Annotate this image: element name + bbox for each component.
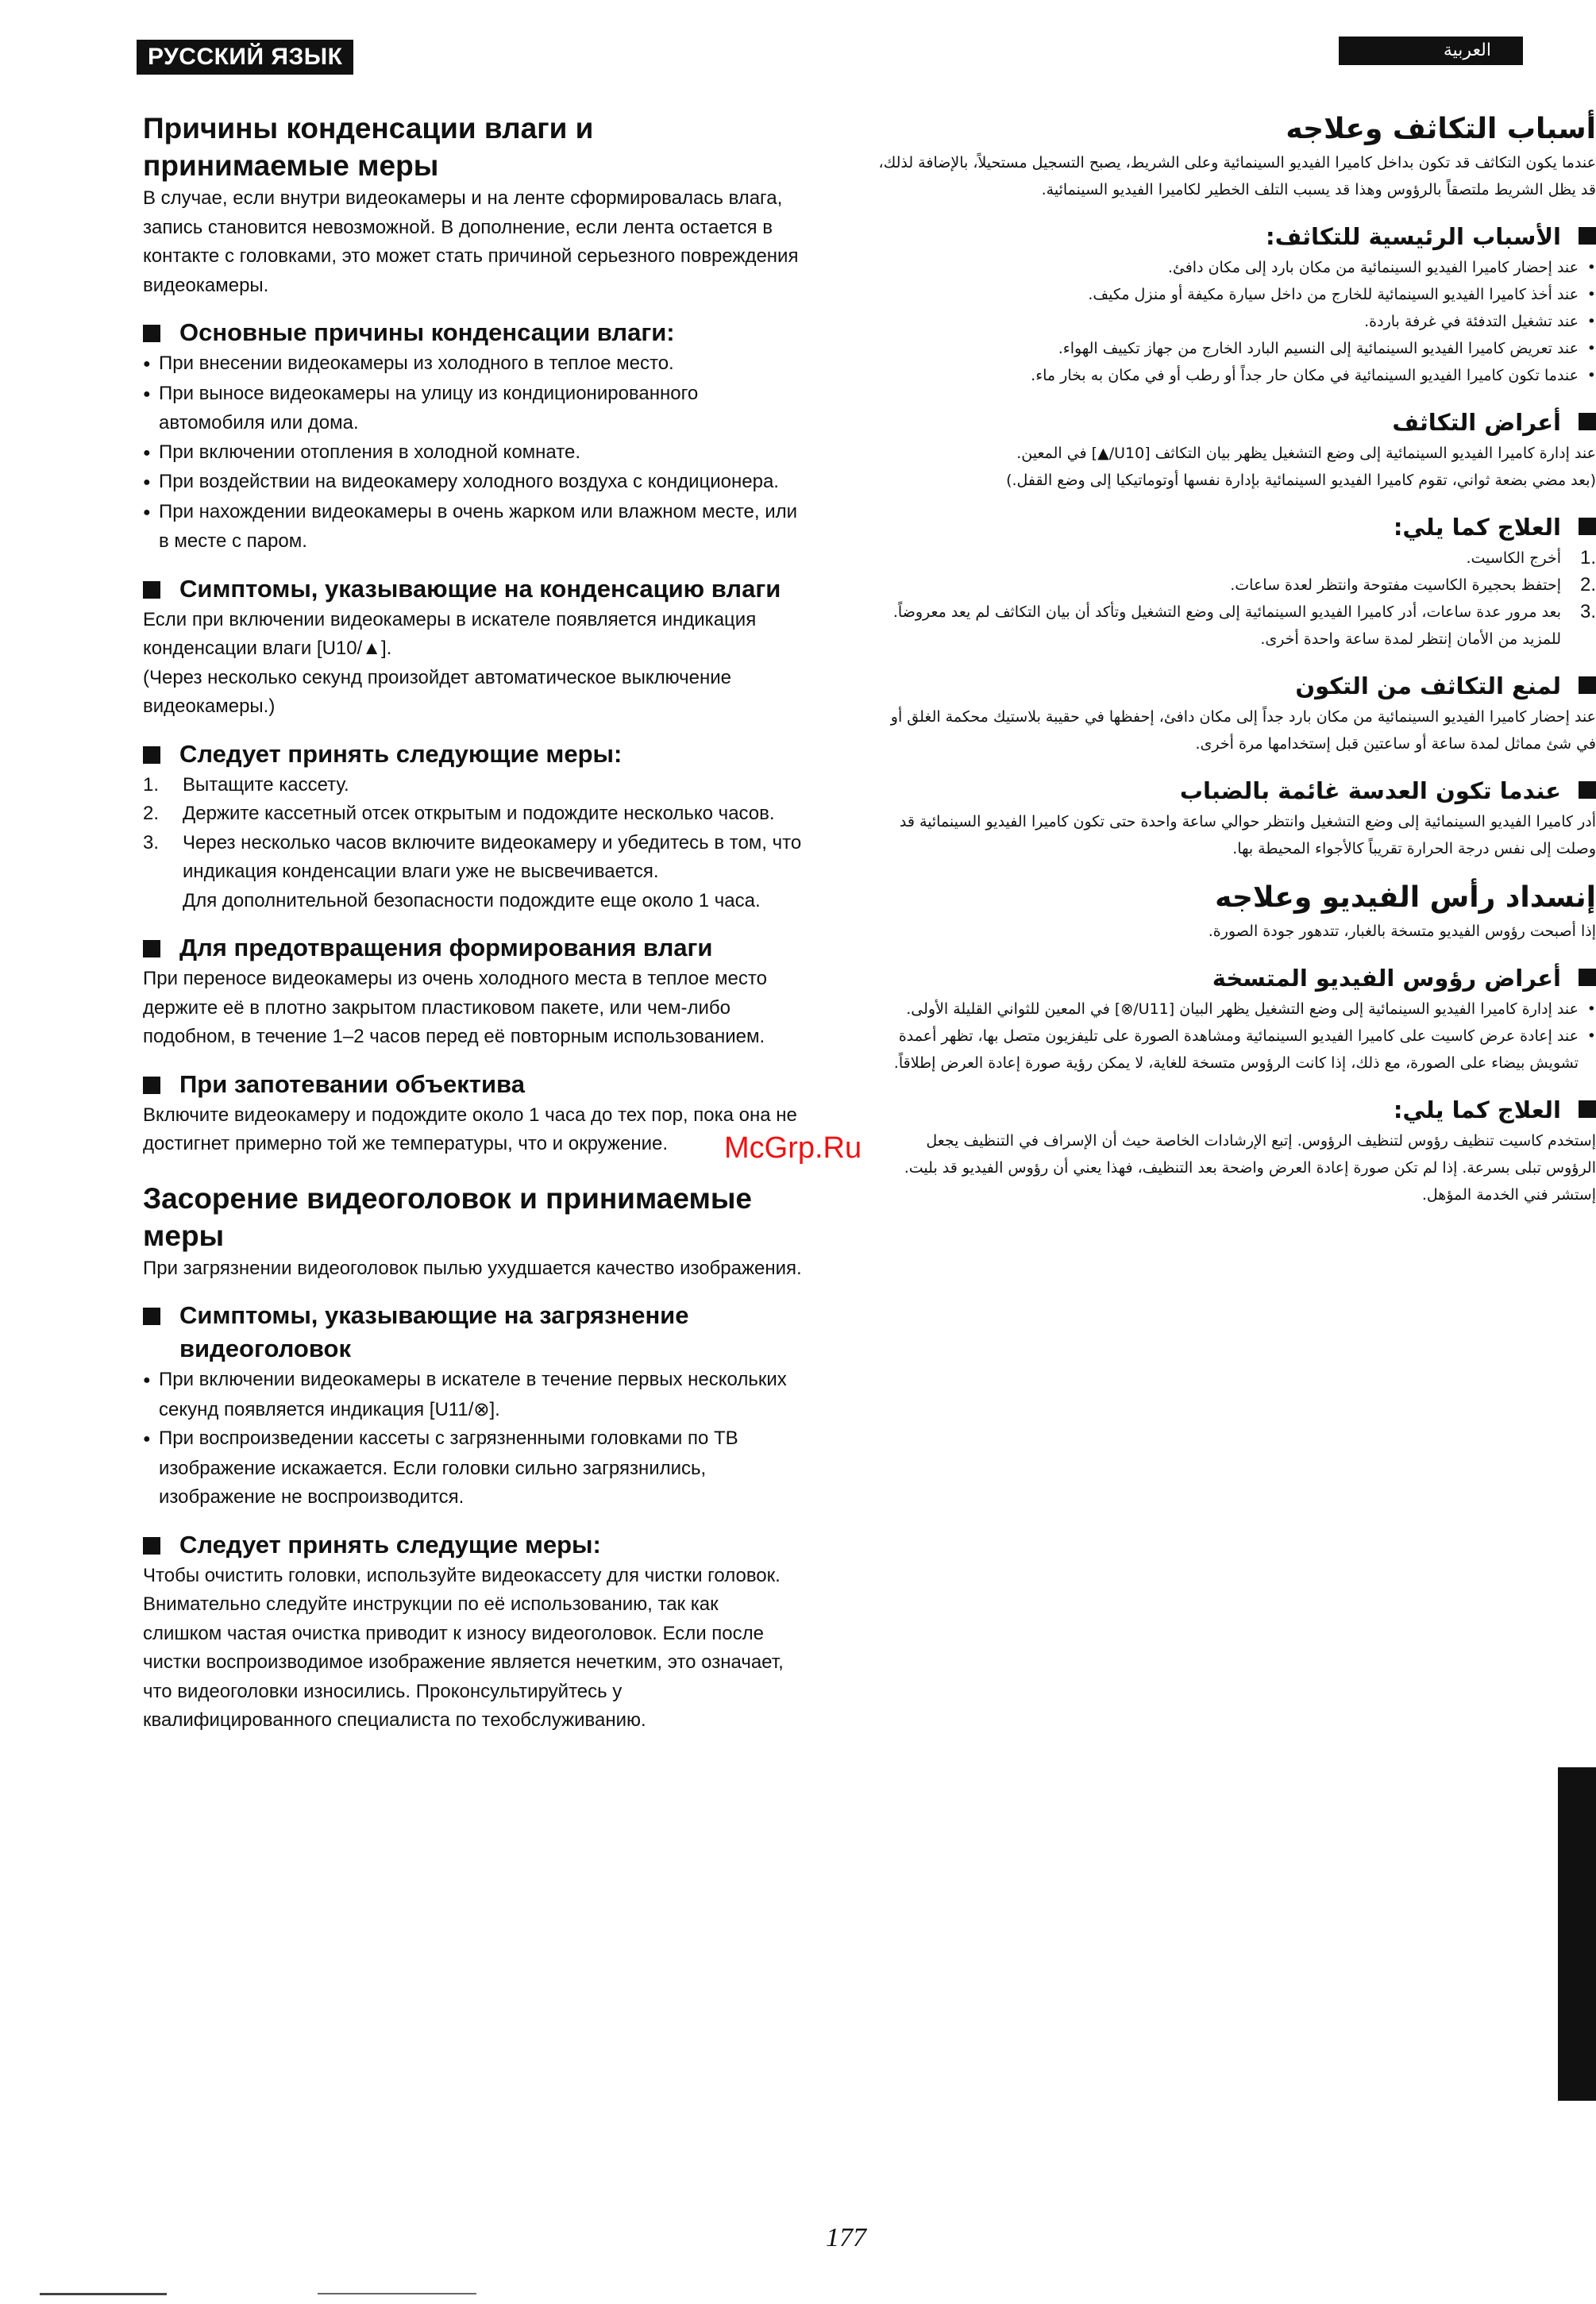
ar-prevent-heading: لمنع التكاثف من التكون (873, 668, 1596, 703)
measure-step-text: Через несколько часов включите видеокамеру и убедитесь в том, что индикация конденсации влаги уже не высвечивается. (183, 831, 802, 882)
heads-title: Засорение видеоголовок и принимаемые меры (143, 1181, 753, 1252)
measure-step: 3. Через несколько часов включите видеокамеру и убедитесь в том, что индикация конденсации влаги уже не высвечивается. (143, 831, 802, 882)
prevent-text: При переносе видеокамеры из очень холодного места в теплое место держите её в плотно закрытом пластиковом пакете, или чем-либо подобном, в течение 1–2 часов перед её повторным использованием. (143, 968, 767, 1047)
side-section-tab (1558, 1767, 1596, 2101)
ar-cause-item: • عند تشغيل التدفئة في غرفة باردة. (873, 308, 1596, 335)
heads-symptom-item: ● При воспроизведении кассеты с загрязненными головками по ТВ изображение искажается. Если головки сильно загрязнились, изображение не воспроизводится. (143, 1424, 802, 1512)
cause-item: ● При внесении видеокамеры из холодного в теплое место. (143, 349, 802, 380)
language-tab-russian: РУССКИЙ ЯЗЫК (137, 40, 353, 75)
ar-heads-remedy-text: إستخدم كاسيت تنظيف رؤوس لتنظيف الرؤوس. إتبع الإرشادات الخاصة حيث أن الإسراف في التنظيف يجعل الرؤوس تبلى بسرعة. إذا لم تكن صورة إعادة العرض واضحة بعد التنظيف، فهذا يعني أن رؤوس الفيديو قد بليت. إستشر فني الخدمة المؤهل. (904, 1132, 1596, 1204)
condensation-intro: В случае, если внутри видеокамеры и на ленте сформировалась влага, запись становится невозможной. В дополнение, если лента остается в контакте с головками, это может стать причиной серьезного повреждения видеокамеры. (143, 187, 799, 296)
heads-intro: При загрязнении видеоголовок пылью ухудшается качество изображения. (143, 1257, 802, 1279)
ar-remedy-step: .2 إحتفظ بحجيرة الكاسيت مفتوحة وانتظر لعدة ساعات. (1230, 574, 1596, 595)
watermark-text: McGrp.Ru (724, 1131, 862, 1165)
symptoms-heading: Симптомы, указывающие на конденсацию влаги (143, 572, 802, 606)
ar-cause-item: • عند تعريض كاميرا الفيديو السينمائية إلى النسيم البارد الخارج من جهاز تكييف الهواء. (873, 335, 1596, 362)
cause-item: ● При воздействии на видеокамеру холодного воздуха с кондиционера. (143, 468, 802, 498)
bottom-rule (318, 2293, 476, 2294)
cause-item: ● При выносе видеокамеры на улицу из кондиционированного автомобиля или дома. (143, 380, 802, 438)
lens-fog-text: Включите видеокамеру и подождите около 1 часа до тех пор, пока она не достигнет примерно той же температуры, что и окружение. (143, 1104, 797, 1154)
ar-symptoms-heading: أعراض التكاثف (873, 405, 1596, 440)
ar-remedy-heading: العلاج كما يلي: (873, 510, 1596, 545)
lens-fog-heading: При запотевании объектива (143, 1068, 802, 1101)
ar-heads-title: إنسداد رأس الفيديو وعلاجه (1215, 881, 1596, 914)
prevent-heading: Для предотвращения формирования влаги (143, 931, 802, 965)
ar-remedy-step: .3 بعد مرور عدة ساعات، أدر كاميرا الفيديو السينمائية إلى وضع التشغيل وتأكد أن بيان التكاثف لم يعد معروضاً. (892, 601, 1596, 622)
measure-step: 1. Вытащите кассету. (143, 773, 349, 796)
ar-cause-item: • عند إحضار كاميرا الفيديو السينمائية من مكان بارد إلى مكان دافئ. (873, 254, 1596, 281)
causes-heading: Основные причины конденсации влаги: (143, 316, 802, 349)
cause-item: ● При включении отопления в холодной комнате. (143, 438, 802, 468)
ar-remedy-extra: للمزيد من الأمان إنتظر لمدة ساعة واحدة أخرى. (1260, 630, 1561, 648)
heads-measures-text: Чтобы очистить головки, используйте видеокассету для чистки головок. Внимательно следуйте инструкции по её использованию, так как слишком частая очистка приводит к износу видеоголовок. Если после чистки воспроизводимое изображение является нечетким, это означает, что видеоголовки износились. Проконсультируйтесь у квалифицированного специалиста по техобслуживанию. (143, 1564, 784, 1731)
language-tab-arabic: العربية (1339, 37, 1523, 65)
ar-cause-item: • عند أخذ كاميرا الفيديو السينمائية للخارج من داخل سيارة مكيفة أو منزل مكيف. (873, 281, 1596, 308)
russian-column (143, 110, 802, 1736)
cause-item: ● При нахождении видеокамеры в очень жарком или влажном месте, или в месте с паром. (143, 498, 802, 557)
ar-heads-symptom-item: • عند إدارة كاميرا الفيديو السينمائية إلى وضع التشغيل يظهر البيان [U11/⊗] في المعين للثواني القليلة الأولى. (873, 996, 1596, 1023)
ar-heads-symptoms-heading: أعراض رؤوس الفيديو المتسخة (873, 961, 1596, 996)
ar-remedy-step: .1 أخرج الكاسيت. (1466, 547, 1596, 568)
ar-symptoms-note: (بعد مضي بضعة ثواني، تقوم كاميرا الفيديو السينمائية بإدارة نفسها أوتوماتيكيا إلى وضع القفل.) (1006, 472, 1596, 489)
ar-condensation-title: أسباب التكاثف وعلاجه (1286, 113, 1596, 145)
ar-remedy-step-text: أخرج الكاسيت. (1466, 549, 1561, 567)
ar-heads-symptom-item: • عند إعادة عرض كاسيت على كاميرا الفيديو السينمائية ومشاهدة الصورة على تليفزيون متصل بها، تظهر أعمدة تشويش بيضاء على الصورة، مع ذلك، إذا كانت الرؤوس متسخة للغاية، لا يمكن رؤية صورة إعادة العرض إطلاقاً. (873, 1023, 1596, 1077)
measure-step-text: Вытащите кассету. (183, 773, 349, 796)
ar-cause-item: • عندما تكون كاميرا الفيديو السينمائية في مكان حار جداً أو رطب أو في مكان به بخار ماء. (873, 362, 1596, 389)
symptoms-note: (Через несколько секунд произойдет автоматическое выключение видеокамеры.) (143, 666, 731, 717)
symptoms-text: Если при включении видеокамеры в искателе появляется индикация конденсации влаги [U10/▲]. (143, 608, 757, 659)
ar-remedy-step-text: بعد مرور عدة ساعات، أدر كاميرا الفيديو السينمائية إلى وضع التشغيل وتأكد أن بيان التكاثف لم يعد معروضاً. (892, 603, 1561, 621)
ar-heads-intro: إذا أصبحت رؤوس الفيديو متسخة بالغبار، تتدهور جودة الصورة. (1208, 923, 1596, 940)
heads-symptom-item: ● При включении видеокамеры в искателе в течение первых нескольких секунд появляется индикация [U11/⊗]. (143, 1366, 802, 1424)
ar-prevent-text: عند إحضار كاميرا الفيديو السينمائية من مكان بارد جداً إلى مكان دافئ، إحفظها في حقيبة بلاستيك محكمة الغلق أو في شئ مماثل لمدة ساعة أو ساعتين قبل إستخدامها مرة أخرى. (890, 708, 1596, 753)
ar-condensation-intro: عندما يكون التكاثف قد تكون بداخل كاميرا الفيديو السينمائية وعلى الشريط، يصبح التسجيل مستحيلاً، بالإضافة لذلك، قد يظل الشريط ملتصقاً بالرؤوس وهذا قد يسبب التلف الخطير لكاميرا الفيديو السينمائية. (878, 154, 1596, 198)
heads-measures-heading: Следует принять следущие меры: (143, 1528, 802, 1562)
ar-lens-fog-text: أدر كاميرا الفيديو السينمائية إلى وضع التشغيل وانتظر حوالي ساعة واحدة حتى تكون كاميرا الفيديو السينمائية قد وصلت إلى نفس درجة الحرارة تقريباً كالأجواء المحيطة بها. (899, 813, 1596, 857)
measure-step: 2. Держите кассетный отсек открытым и подождите несколько часов. (143, 803, 775, 824)
page-number: 177 (826, 2223, 866, 2252)
condensation-title: Причины конденсации влаги и принимаемые меры (143, 112, 594, 182)
measure-step-text: Держите кассетный отсек открытым и подождите несколько часов. (183, 803, 775, 824)
ar-lens-fog-heading: عندما تكون العدسة غائمة بالضباب (873, 773, 1596, 808)
ar-causes-heading: الأسباب الرئيسية للتكاثف: (873, 219, 1596, 254)
ar-heads-remedy-heading: العلاج كما يلي: (873, 1092, 1596, 1127)
measures-heading: Следует принять следующие меры: (143, 738, 802, 771)
arabic-column (873, 110, 1596, 1208)
bottom-rule (40, 2293, 167, 2295)
heads-symptoms-heading: Симптомы, указывающие на загрязнение видеоголовок (143, 1299, 802, 1366)
measure-extra: Для дополнительной безопасности подождите еще около 1 часа. (183, 889, 761, 911)
ar-symptoms-text: عند إدارة كاميرا الفيديو السينمائية إلى وضع التشغيل يظهر بيان التكاثف [U10/▲] في المعين. (1016, 445, 1596, 462)
ar-remedy-step-text: إحتفظ بحجيرة الكاسيت مفتوحة وانتظر لعدة ساعات. (1230, 576, 1561, 594)
